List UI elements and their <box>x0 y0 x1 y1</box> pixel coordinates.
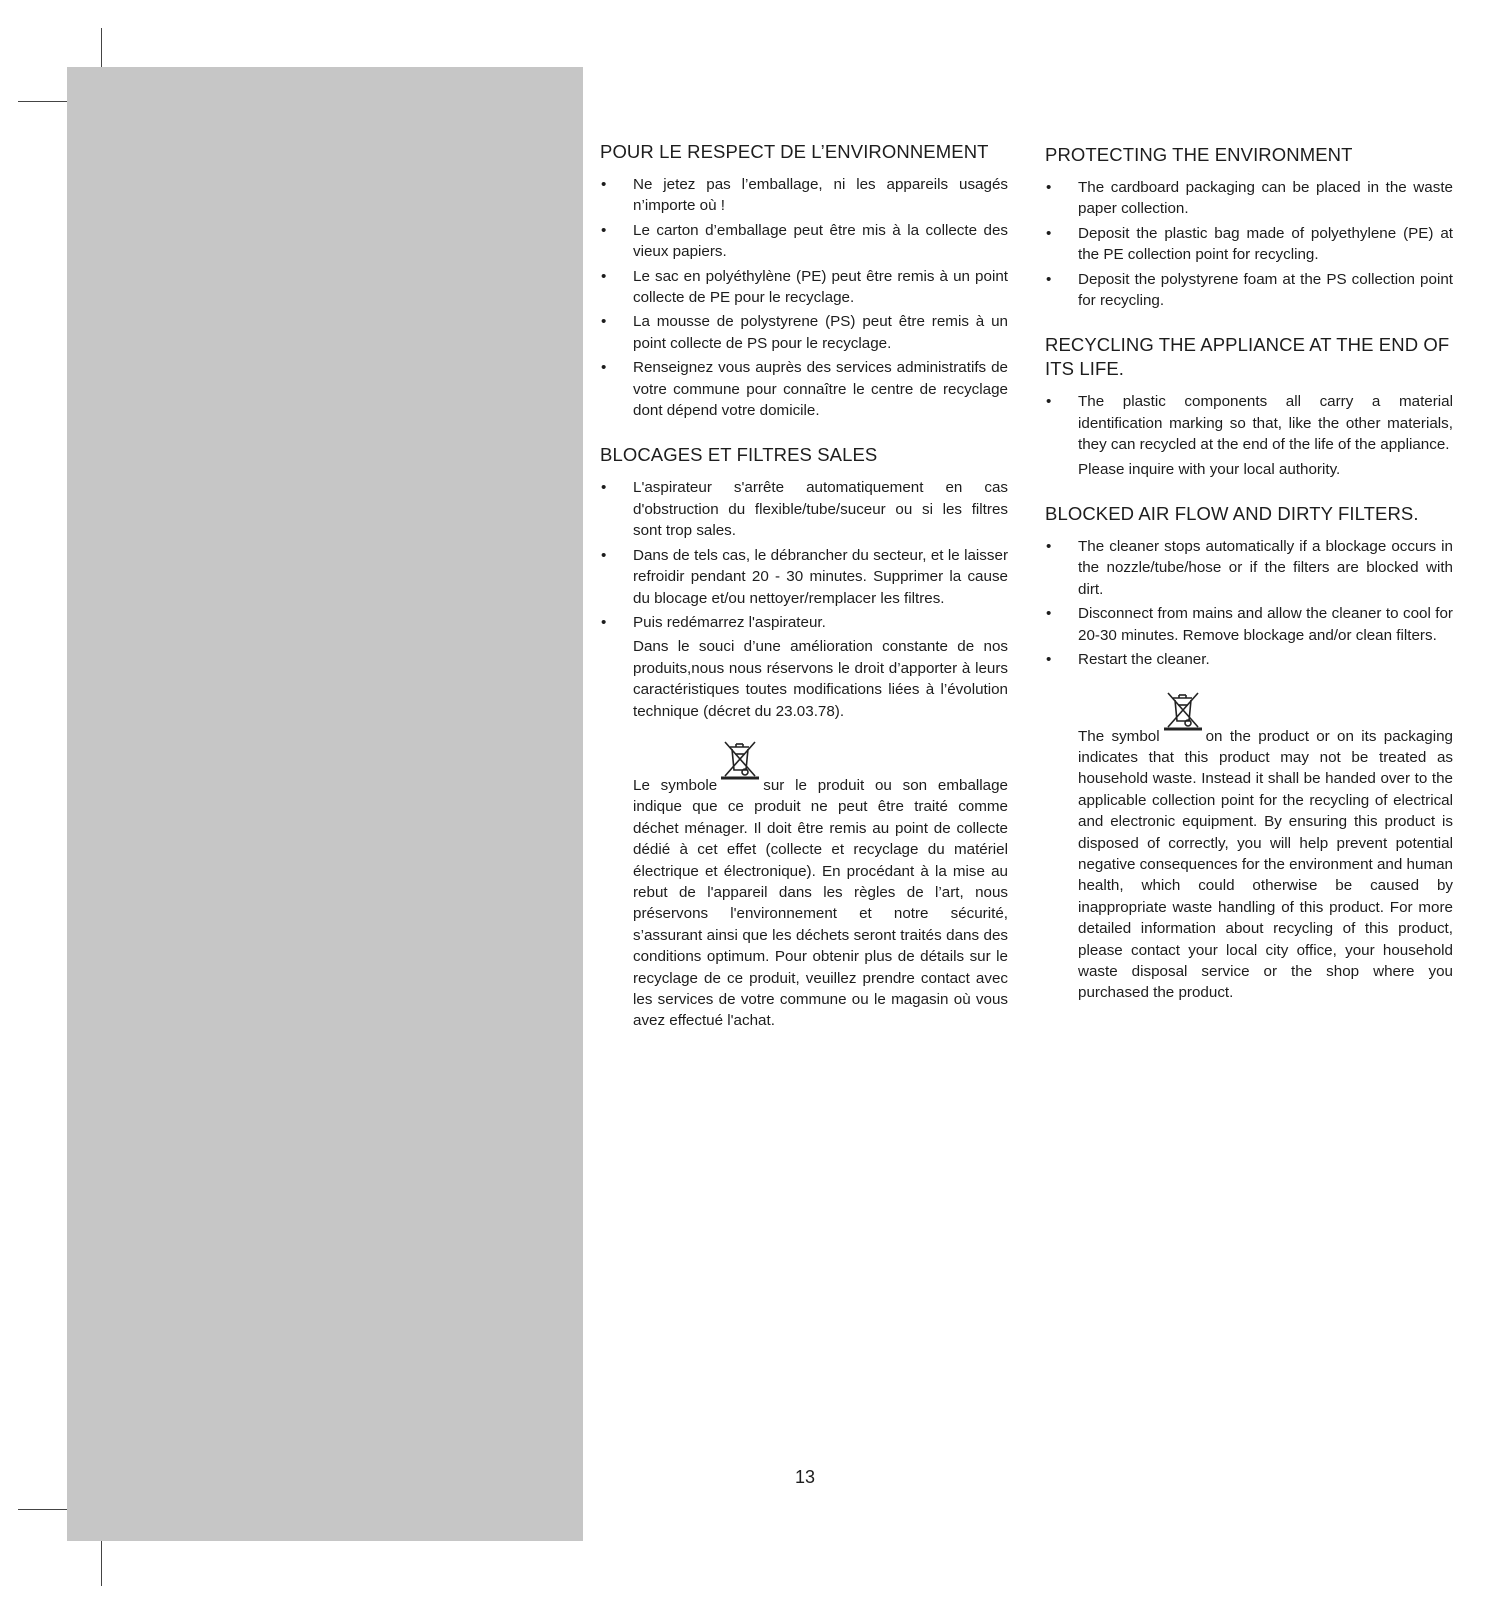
french-column <box>600 140 1008 1032</box>
fr-blockage-heading: BLOCAGES ET FILTRES SALES <box>600 444 878 466</box>
fr-environment-heading: POUR LE RESPECT DE L’ENVIRONNEMENT <box>600 141 989 162</box>
fr-weee-paragraph: Le symbole sur le produit ou son emballage indique que ce produit ne peut être traité comme déchet ménager. Il doit être remis au point de collecte dédié à cet effet (collecte et recyclage du matériel électrique et électronique). En procédant à la mise au rebut de l'appareil dans les règles de l’art, nous préservons l'environnement et notre sécurité, s’assurant ainsi que les déchets seront traités dans des conditions optimum. Pour obtenir plus de détails sur le recyclage de ce produit, veuillez prendre contact avec les services de votre commune ou le magasin où vous avez effectué l'achat. <box>600 754 1008 1032</box>
gray-side-panel <box>67 67 583 1541</box>
fr-blockage-list <box>600 477 1008 633</box>
crossed-out-bin-icon <box>721 740 759 780</box>
crossed-out-bin-icon <box>1164 691 1202 731</box>
en-weee-paragraph: The symbol on the product or on its packaging indicates that this product may not be treated as household waste. Instead it shall be handed over to the applicable collection point for the recycling of electrical and electronic equipment. By ensuring this product is disposed of correctly, you will help prevent potential negative consequences for the environment and human health, which could otherwise be caused by inappropriate waste handling of this product. For more detailed information about recycling of this product, please contact your local city office, your household waste disposal service or the shop where you purchased the product. <box>1045 705 1453 1004</box>
list-item: • Le sac en polyéthylène (PE) peut être remis à un point collecte de PE pour le recyclage. <box>601 267 1008 307</box>
en-environment-list <box>1045 177 1453 311</box>
english-column <box>1045 143 1453 1004</box>
en-blockage-heading: BLOCKED AIR FLOW AND DIRTY FILTERS. <box>1045 503 1419 525</box>
en-blockage-list <box>1045 536 1453 670</box>
page-number: 13 <box>794 1467 816 1487</box>
en-recycling-heading: RECYCLING THE APPLIANCE AT THE END OF ITS LIFE. <box>1045 334 1450 380</box>
list-item: • Dans de tels cas, le débrancher du secteur, et le laisser refroidir pendant 20 - 30 minutes. Supprimer la cause du blocage et/ou nettoyer/remplacer les filtres. <box>601 546 1008 607</box>
fr-environment-list <box>600 174 1008 421</box>
list-item: • Disconnect from mains and allow the cleaner to cool for 20-30 minutes. Remove blockage and/or clean filters. <box>1046 605 1453 644</box>
list-item: • Puis redémarrez l'aspirateur. <box>601 613 826 631</box>
list-item: • Renseignez vous auprès des services administratifs de votre commune pour connaître le centre de recyclage dont dépend votre domicile. <box>601 359 1008 420</box>
list-item: • Restart the cleaner. <box>1046 651 1210 669</box>
list-item: • Le carton d’emballage peut être mis à la collecte des vieux papiers. <box>601 221 1008 261</box>
list-item: • The cardboard packaging can be placed in the waste paper collection. <box>1046 179 1453 218</box>
list-item: • Deposit the plastic bag made of polyethylene (PE) at the PE collection point for recycling. <box>1046 224 1453 264</box>
en-recycling-note: Please inquire with your local authority. <box>1078 460 1341 478</box>
en-environment-heading: PROTECTING THE ENVIRONMENT <box>1045 144 1353 165</box>
list-item: • Ne jetez pas l’emballage, ni les appareils usagés n’importe où ! <box>601 176 1008 215</box>
list-item: • The plastic components all carry a material identification marking so that, like the other materials, they can recycled at the end of the life of the appliance. <box>1046 393 1453 454</box>
list-item: • Deposit the polystyrene foam at the PS collection point for recycling. <box>1046 270 1453 310</box>
fr-modification-note: Dans le souci d’une amélioration constante de nos produits,nous nous réservons le droit d’apporter à leurs caractéristiques toutes modifications liées à l’évolution technique (décret du 23.03.78). <box>633 638 1008 720</box>
list-item: • The cleaner stops automatically if a blockage occurs in the nozzle/tube/hose or if the filters are blocked with dirt. <box>1046 538 1453 598</box>
list-item: • La mousse de polystyrene (PS) peut être remis à un point collecte de PS pour le recyclage. <box>601 313 1008 352</box>
en-recycling-list <box>1045 391 1453 455</box>
list-item: • L'aspirateur s'arrête automatiquement en cas d'obstruction du flexible/tube/suceur ou si les filtres sont trop sales. <box>601 479 1008 540</box>
